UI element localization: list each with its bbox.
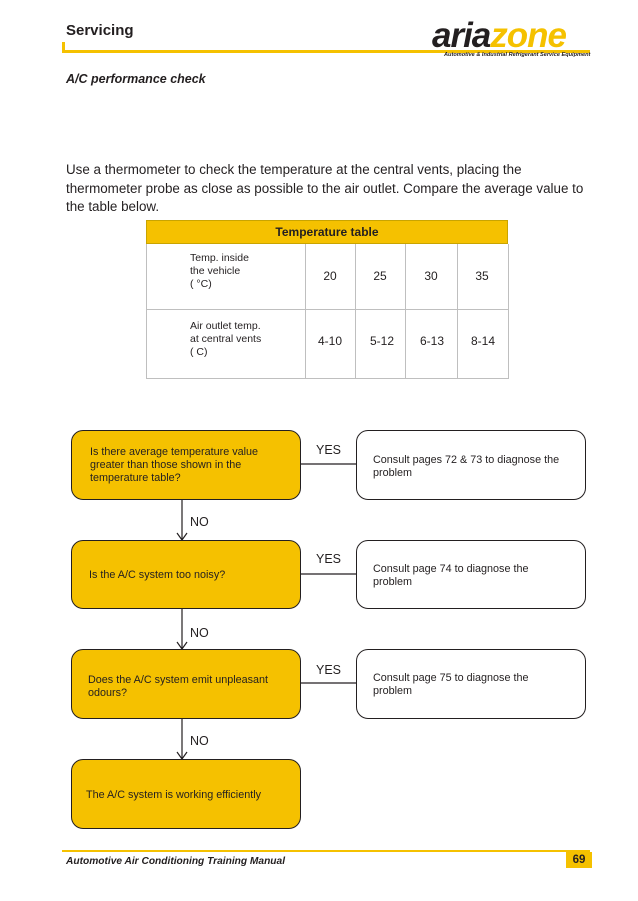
footer-rule xyxy=(62,850,590,852)
table-cell: 20 xyxy=(323,269,337,283)
question-text: Is there average temperature value greater than those shown in the temperature table? xyxy=(90,446,259,484)
no-label: NO xyxy=(190,734,209,748)
question-text: Is the A/C system too noisy? xyxy=(89,569,226,581)
table-cell: 4-10 xyxy=(317,334,343,348)
page-number: 69 xyxy=(566,852,592,868)
logo-zone-text: zone xyxy=(490,16,567,55)
table-cell: 5-12 xyxy=(369,334,395,348)
table-row-label: Air outlet temp. at central vents ( C) xyxy=(190,320,262,358)
question-text: Does the A/C system emit unpleasant odours? xyxy=(88,674,269,699)
temperature-table-title: Temperature table xyxy=(146,220,508,244)
yes-label: YES xyxy=(316,552,342,566)
intro-paragraph: Use a thermometer to check the temperature at the central vents, placing the thermometer probe as close as possible to the air outlet. Compare the average value to the table below. xyxy=(66,162,584,214)
table-cell: 25 xyxy=(373,269,387,283)
no-label: NO xyxy=(190,515,209,529)
logo-aria-text: aria xyxy=(432,16,491,55)
action-text: Consult page 74 to diagnose the problem xyxy=(373,563,529,588)
action-text: Consult page 75 to diagnose the problem xyxy=(373,672,529,697)
logo-tagline: Automotive & Industrial Refrigerant Service Equipment xyxy=(444,52,591,58)
table-row-label: Temp. inside the vehicle ( °C) xyxy=(190,252,249,290)
result-text: The A/C system is working efficiently xyxy=(86,789,262,801)
page-subtitle: A/C performance check xyxy=(66,72,206,86)
no-label: NO xyxy=(190,626,209,640)
section-title: Servicing xyxy=(66,22,134,39)
manual-title: Automotive Air Conditioning Training Manual xyxy=(66,856,286,867)
yes-label: YES xyxy=(316,663,342,677)
table-cell: 35 xyxy=(475,269,489,283)
yes-label: YES xyxy=(316,443,342,457)
table-cell: 6-13 xyxy=(419,334,445,348)
action-text: Consult pages 72 & 73 to diagnose the problem xyxy=(373,454,560,479)
table-cell: 8-14 xyxy=(470,334,496,348)
table-cell: 30 xyxy=(424,269,438,283)
